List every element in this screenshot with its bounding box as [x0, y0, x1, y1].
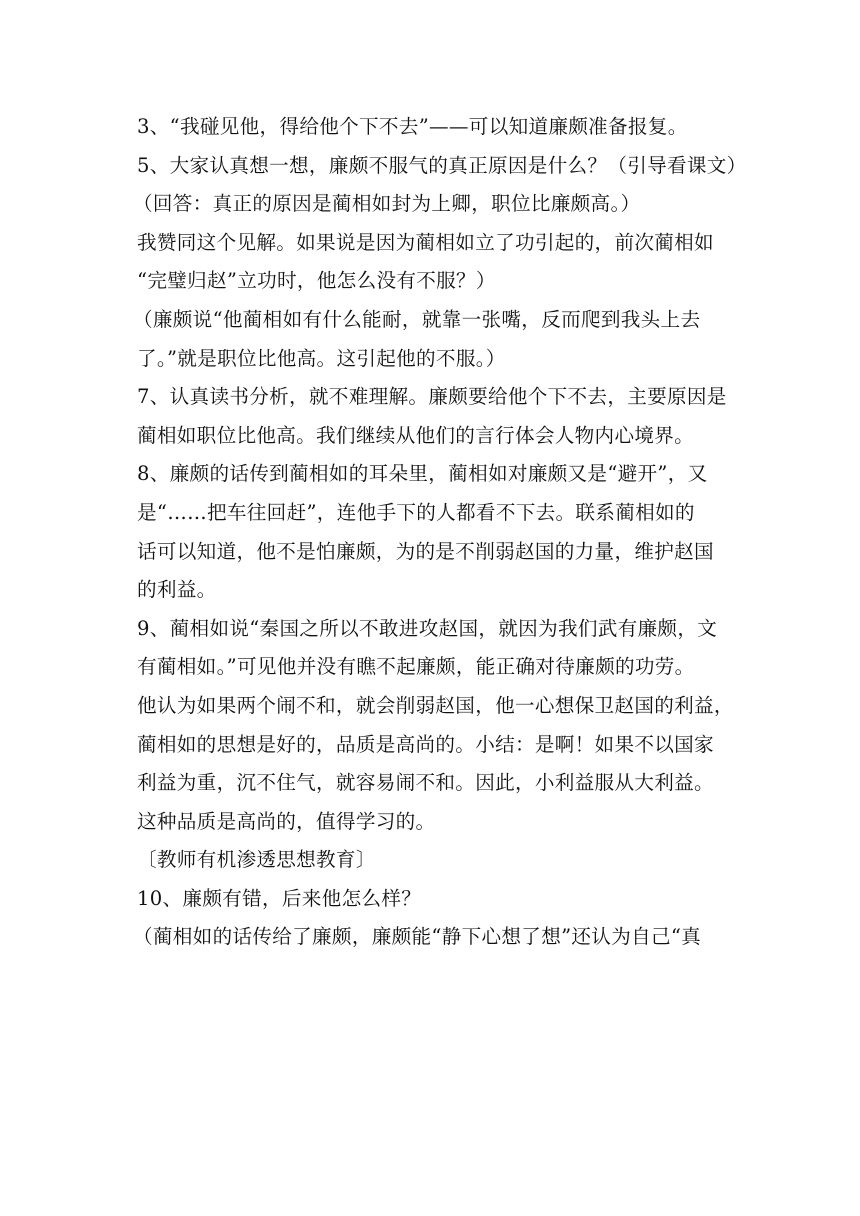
text-line: 我赞同这个见解。如果说是因为蔺相如立了功引起的，前次蔺相如 [137, 230, 714, 254]
text-line: （廉颇说“他蔺相如有什么能耐，就靠一张嘴，反而爬到我头上去 [133, 307, 701, 331]
text-line: 是“……把车往回赶”，连他手下的人都看不下去。联系蔺相如的 [137, 500, 695, 524]
text-line: 7、认真读书分析，就不难理解。廉颇要给他个下不去，主要原因是 [137, 385, 727, 409]
document-body [133, 108, 747, 957]
text-line: 话可以知道，他不是怕廉颇，为的是不削弱赵国的力量，维护赵国 [137, 539, 714, 563]
text-line: 〔教师有机渗透思想教育〕 [137, 848, 376, 872]
text-line: 这种品质是高尚的，值得学习的。 [137, 809, 436, 833]
text-line: “完璧归赵”立功时，他怎么没有不服？） [137, 269, 496, 293]
text-line: 了。”就是职位比他高。这引起他的不服。） [137, 346, 506, 370]
text-line: 他认为如果两个闹不和，就会削弱赵国，他一心想保卫赵国的利益， [137, 693, 734, 717]
text-line: 9、蔺相如说“秦国之所以不敢进攻赵国，就因为我们武有廉颇，文 [137, 616, 718, 640]
text-line: 利益为重，沉不住气，就容易闹不和。因此，小利益服从大利益。 [137, 771, 714, 795]
text-line: （回答：真正的原因是蔺相如封为上卿，职位比廉颇高。） [133, 192, 641, 216]
text-line: 10、廉颇有错，后来他怎么样？ [137, 886, 422, 910]
text-line: 5、大家认真想一想，廉颇不服气的真正原因是什么？（引导看课文） [137, 153, 747, 177]
text-line: 的利益。 [137, 578, 217, 602]
text-line: 3、“我碰见他，得给他个下不去”——可以知道廉颇准备报复。 [137, 115, 688, 138]
text-line: 蔺相如的思想是好的，品质是高尚的。小结：是啊！如果不以国家 [137, 732, 714, 756]
text-line: 有蔺相如。”可见他并没有瞧不起廉颇，能正确对待廉颇的功劳。 [137, 655, 695, 679]
text-line: 8、廉颇的话传到蔺相如的耳朵里，蔺相如对廉颇又是“避开”，又 [137, 462, 708, 486]
text-line: （蔺相如的话传给了廉颇，廉颇能“静下心想了想”还认为自己“真 [133, 925, 702, 949]
text-line: 蔺相如职位比他高。我们继续从他们的言行体会人物内心境界。 [137, 423, 695, 447]
